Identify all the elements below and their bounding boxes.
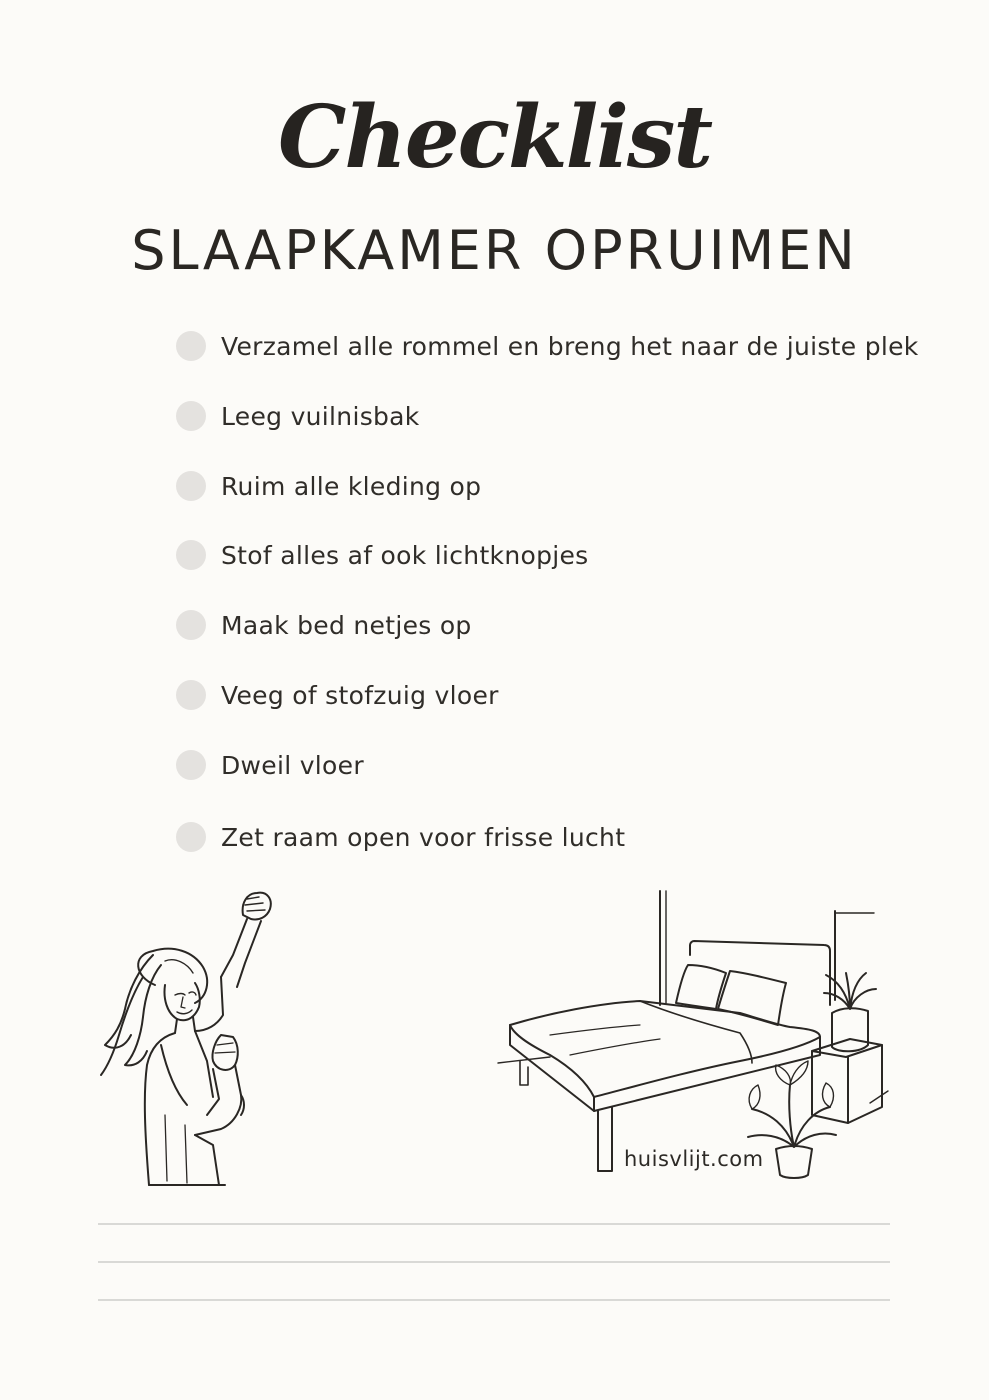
notes-line[interactable] [98,1223,890,1225]
checklist-item-label: Verzamel alle rommel en breng het naar de juiste plek [221,331,919,361]
checklist-item-label: Zet raam open voor frisse lucht [221,822,626,852]
checklist-item[interactable] [176,673,499,717]
checklist-item[interactable] [176,394,420,438]
notes-line[interactable] [98,1299,890,1301]
checkbox-circle-icon[interactable] [176,750,206,780]
bedroom-illustration [490,885,890,1185]
checkbox-circle-icon[interactable] [176,822,206,852]
checkbox-circle-icon[interactable] [176,610,206,640]
checklist-item[interactable] [176,743,364,787]
cheering-woman-illustration [95,885,285,1205]
checkbox-circle-icon[interactable] [176,680,206,710]
checklist-item[interactable] [176,603,472,647]
notes-line[interactable] [98,1261,890,1263]
checklist-item[interactable] [176,464,481,508]
website-url: huisvlijt.com [624,1147,764,1171]
checklist-item-label: Maak bed netjes op [221,610,472,640]
checklist-item[interactable] [176,324,919,368]
checklist-item-label: Dweil vloer [221,750,364,780]
page-title: Checklist [277,87,712,188]
checkbox-circle-icon[interactable] [176,540,206,570]
page-subtitle: SLAAPKAMER OPRUIMEN [131,219,858,282]
checklist-item-label: Veeg of stofzuig vloer [221,680,499,710]
checklist-item-label: Stof alles af ook lichtknopjes [221,540,589,570]
checkbox-circle-icon[interactable] [176,471,206,501]
checklist-item-label: Leeg vuilnisbak [221,401,420,431]
checkbox-circle-icon[interactable] [176,401,206,431]
checklist-item-label: Ruim alle kleding op [221,471,482,501]
checklist-item[interactable] [176,533,588,577]
checkbox-circle-icon[interactable] [176,331,206,361]
checklist-item[interactable] [176,815,625,859]
